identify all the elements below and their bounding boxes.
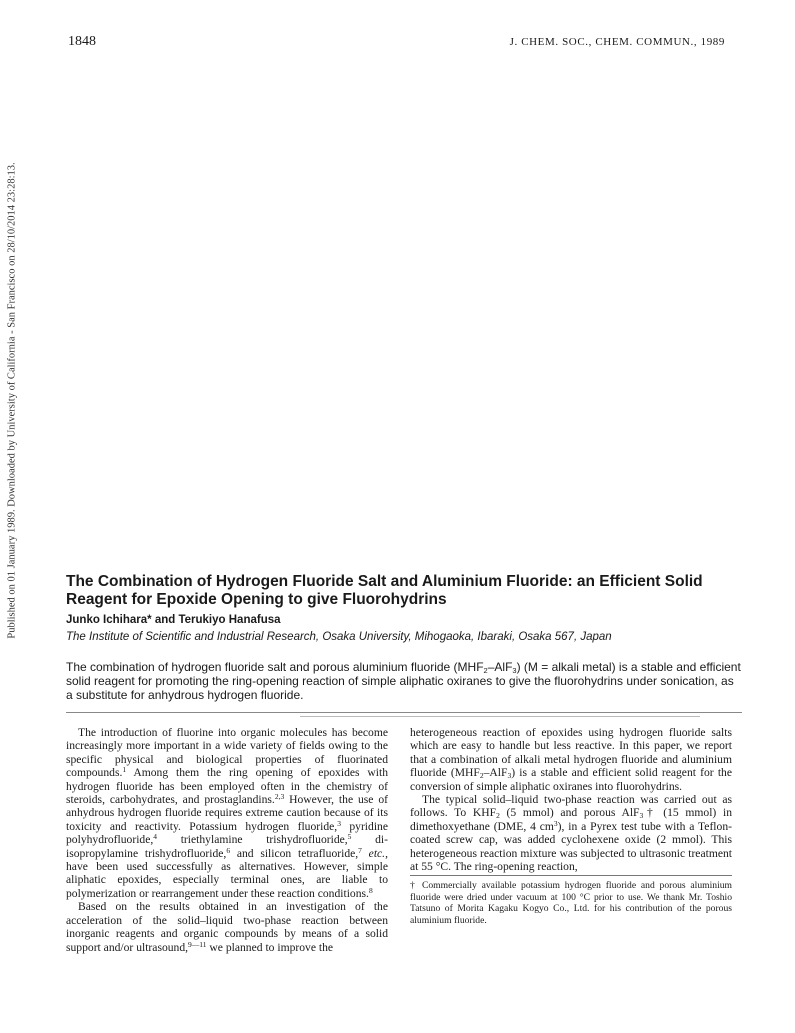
abstract-rule [66,712,742,713]
article-title: The Combination of Hydrogen Fluoride Salt and Aluminium Fluoride: an Efficient Solid Reagent for Epoxide Opening to give Fluorohydrins [66,573,703,608]
abstract-rule-secondary [300,716,700,717]
page-number: 1848 [68,34,96,49]
footnote-rule [410,875,732,876]
affiliation: The Institute of Scientific and Industrial Research, Osaka University, Mihogaoka, Ibaraki, Osaka 567, Japan [66,631,612,643]
paragraph-plan: Based on the results obtained in an investigation of the acceleration of the solid–liquid two-phase reaction between inorganic reagents and organic compounds by means of a solid support and/or ultrasound,$^{9—11}$ we planned to improve the [66,900,388,954]
download-watermark [3,160,21,640]
footnote: † Commercially available potassium hydrogen fluoride and porous aluminium fluoride were dried under vacuum at 100 °C prior to use. We thank Mr. Toshio Tatsuno of Morita Kagaku Kogyo Co., Ltd. for his contribution of the porous aluminium fluoride. [410,880,732,926]
paragraph-report: heterogeneous reaction of epoxides using hydrogen fluoride salts which are easy to handle but less reactive. In this paper, we report that a combination of alkali metal hydrogen fluoride and aluminium fluoride $(MHF_2-AlF_3)$ is a stable and efficient solid reagent for the conversion of simple aliphatic oxiranes into fluorohydrins. [410,726,732,793]
running-head: J. CHEM. SOC., CHEM. COMMUN., 1989 [509,36,725,48]
body-column-left [66,726,388,954]
download-watermark-text: Published on 01 January 1989. Downloaded by University of California - San Francisco on 28/10/2014 23:28:13. [6,161,18,639]
paragraph-procedure: The typical solid–liquid two-phase reaction was carried out as follows. To $KHF_2$ (5 mmol) and porous AlF$_3$† (15 mmol) in dimethoxyethane (DME, 4 $cm^3$), in a Pyrex test tube with a Teflon-coated screw cap, was added cyclohexene oxide (2 mmol). This heterogeneous reaction mixture was subjected to ultrasonic treatment at 55 °C. The ring-opening reaction, [410,793,732,874]
body-column-right [410,726,732,873]
paragraph-introduction: The introduction of fluorine into organic molecules has become increasingly more important in a wide variety of fields owing to the specific physical and biological properties of fluorinated compounds.$^1$ Among them the ring opening of epoxides with hydrogen fluoride has been employed often in the chemistry of steroids, carbohydrates, and prostaglandins.$^{2,3}$ However, the use of anhydrous hydrogen fluoride requires extreme caution because of its toxicity and reactivity. Potassium hydrogen fluoride,$^3$ pyridine polyhydrofluoride,$^4$ triethylamine trishydrofluoride,$^5$ di-isopropylamine trishydrofluoride,$^6$ and silicon tetrafluoride,$^7$ etc., have been used successfully as alternatives. However, simple aliphatic epoxides, especially terminal ones, are liable to polymerization or rearrangement under these reaction conditions.$^8$ [66,726,389,900]
abstract: The combination of hydrogen fluoride salt and porous aluminium fluoride $(MHF_2-AlF_3) (M$ = alkali metal) is a stable and efficient solid reagent for promoting the ring-opening reaction of simple aliphatic oxiranes to give the fluorohydrins under sonication, as a substitute for anhydrous hydrogen fluoride. [66,660,741,702]
authors: Junko Ichihara* and Terukiyo Hanafusa [66,614,281,626]
